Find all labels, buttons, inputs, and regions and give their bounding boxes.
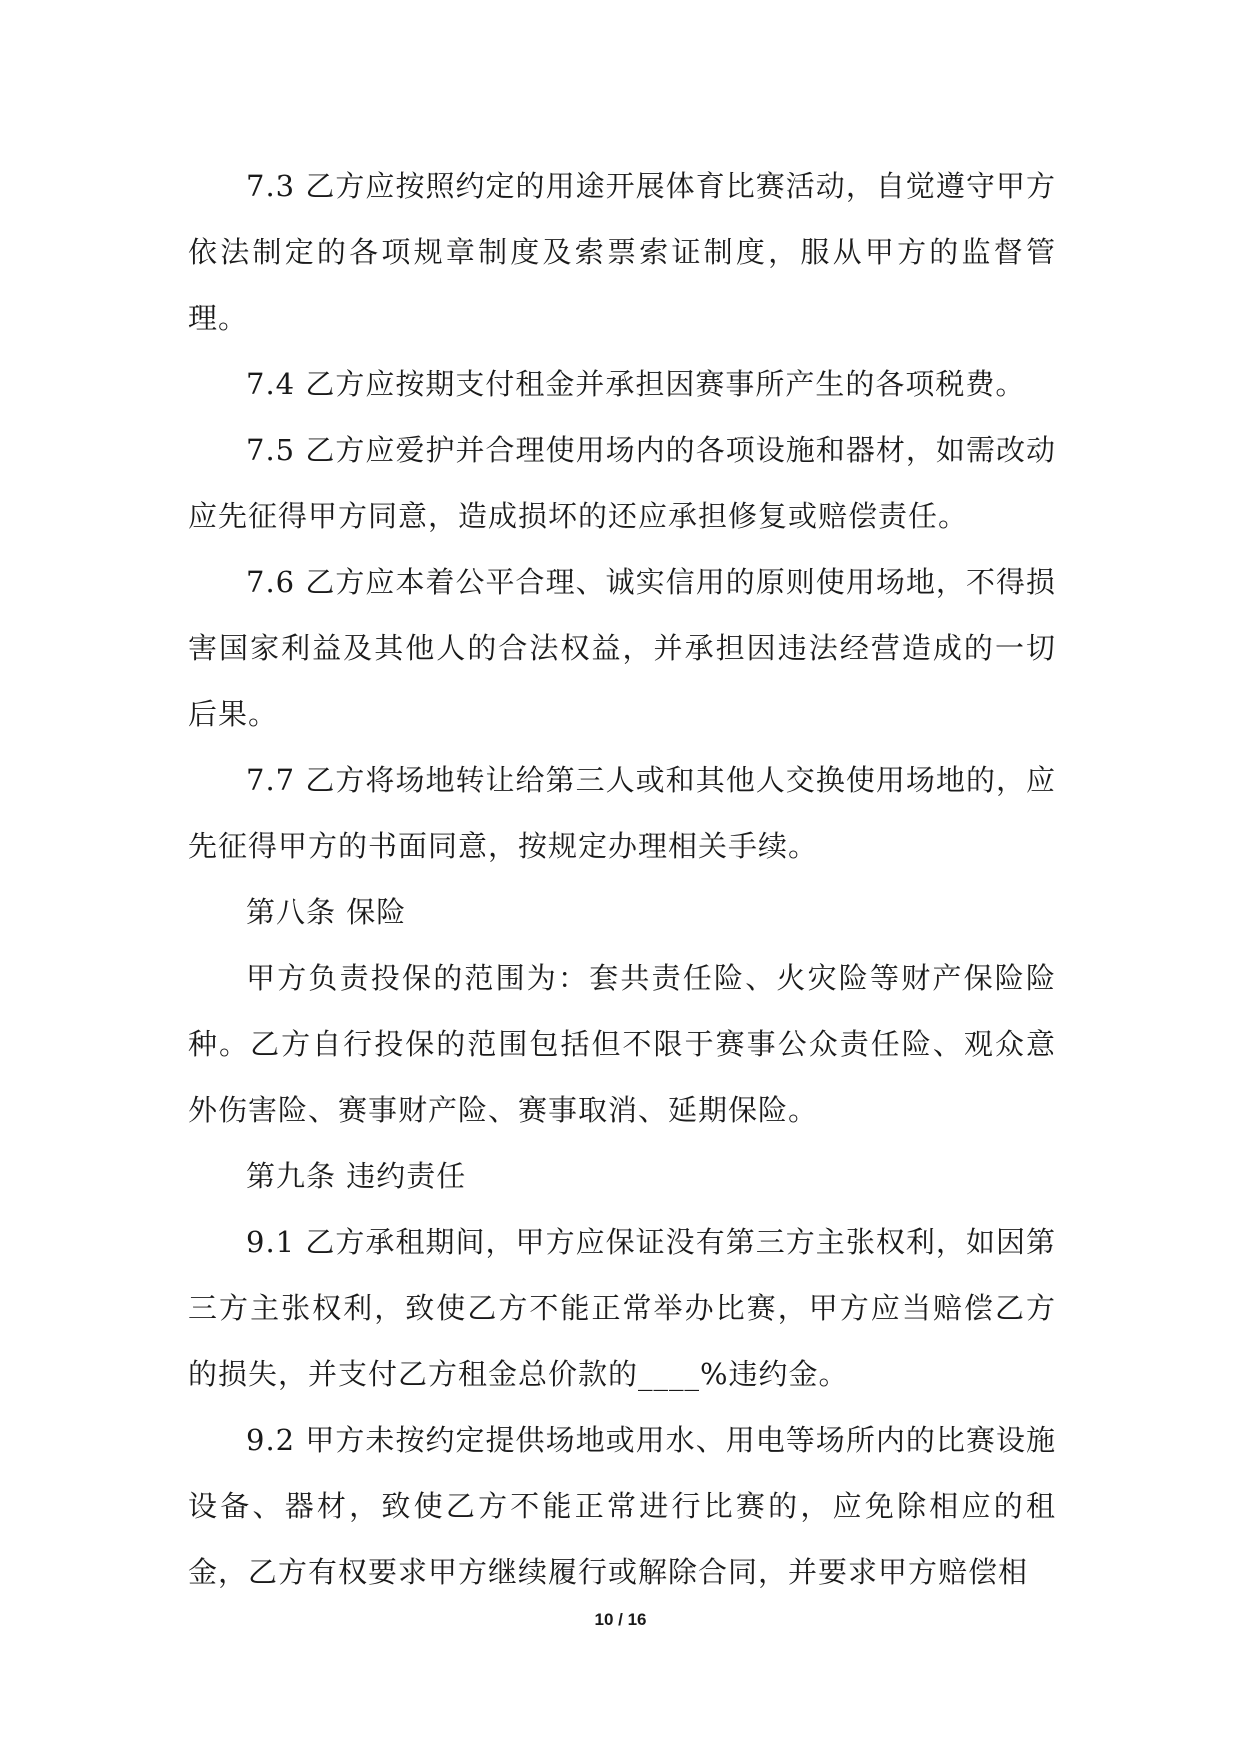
clause-9-2: 9.2 甲方未按约定提供场地或用水、用电等场所内的比赛设施设备、器材，致使乙方不能正常进行比赛的，应免除相应的租金，乙方有权要求甲方继续履行或解除合同，并要求甲方赔偿相: [188, 1423, 1056, 1589]
clause-8-insurance: 甲方负责投保的范围为：套共责任险、火灾险等财产保险险种。乙方自行投保的范围包括但不限于赛事公众责任险、观众意外伤害险、赛事财产险、赛事取消、延期保险。: [188, 961, 1056, 1127]
clause-7-4: 7.4 乙方应按期支付租金并承担因赛事所产生的各项税费。: [246, 367, 1026, 401]
document-body: [188, 153, 1056, 1605]
article-8-heading: 第八条 保险: [246, 895, 407, 929]
clause-7-7: 7.7 乙方将场地转让给第三人或和其他人交换使用场地的，应先征得甲方的书面同意，按规定办理相关手续。: [188, 763, 1056, 863]
page-number: 10 / 16: [594, 1610, 647, 1629]
clause-7-6: 7.6 乙方应本着公平合理、诚实信用的原则使用场地，不得损害国家利益及其他人的合法权益，并承担因违法经营造成的一切后果。: [188, 565, 1056, 731]
article-9-heading: 第九条 违约责任: [246, 1159, 467, 1193]
clause-7-5: 7.5 乙方应爱护并合理使用场内的各项设施和器材，如需改动应先征得甲方同意，造成损坏的还应承担修复或赔偿责任。: [188, 433, 1056, 533]
clause-9-1: 9.1 乙方承租期间，甲方应保证没有第三方主张权利，如因第三方主张权利，致使乙方不能正常举办比赛，甲方应当赔偿乙方的损失，并支付乙方租金总价款的____%违约金。: [188, 1225, 1056, 1391]
clause-7-3: 7.3 乙方应按照约定的用途开展体育比赛活动，自觉遵守甲方依法制定的各项规章制度及索票索证制度，服从甲方的监督管理。: [188, 169, 1056, 335]
